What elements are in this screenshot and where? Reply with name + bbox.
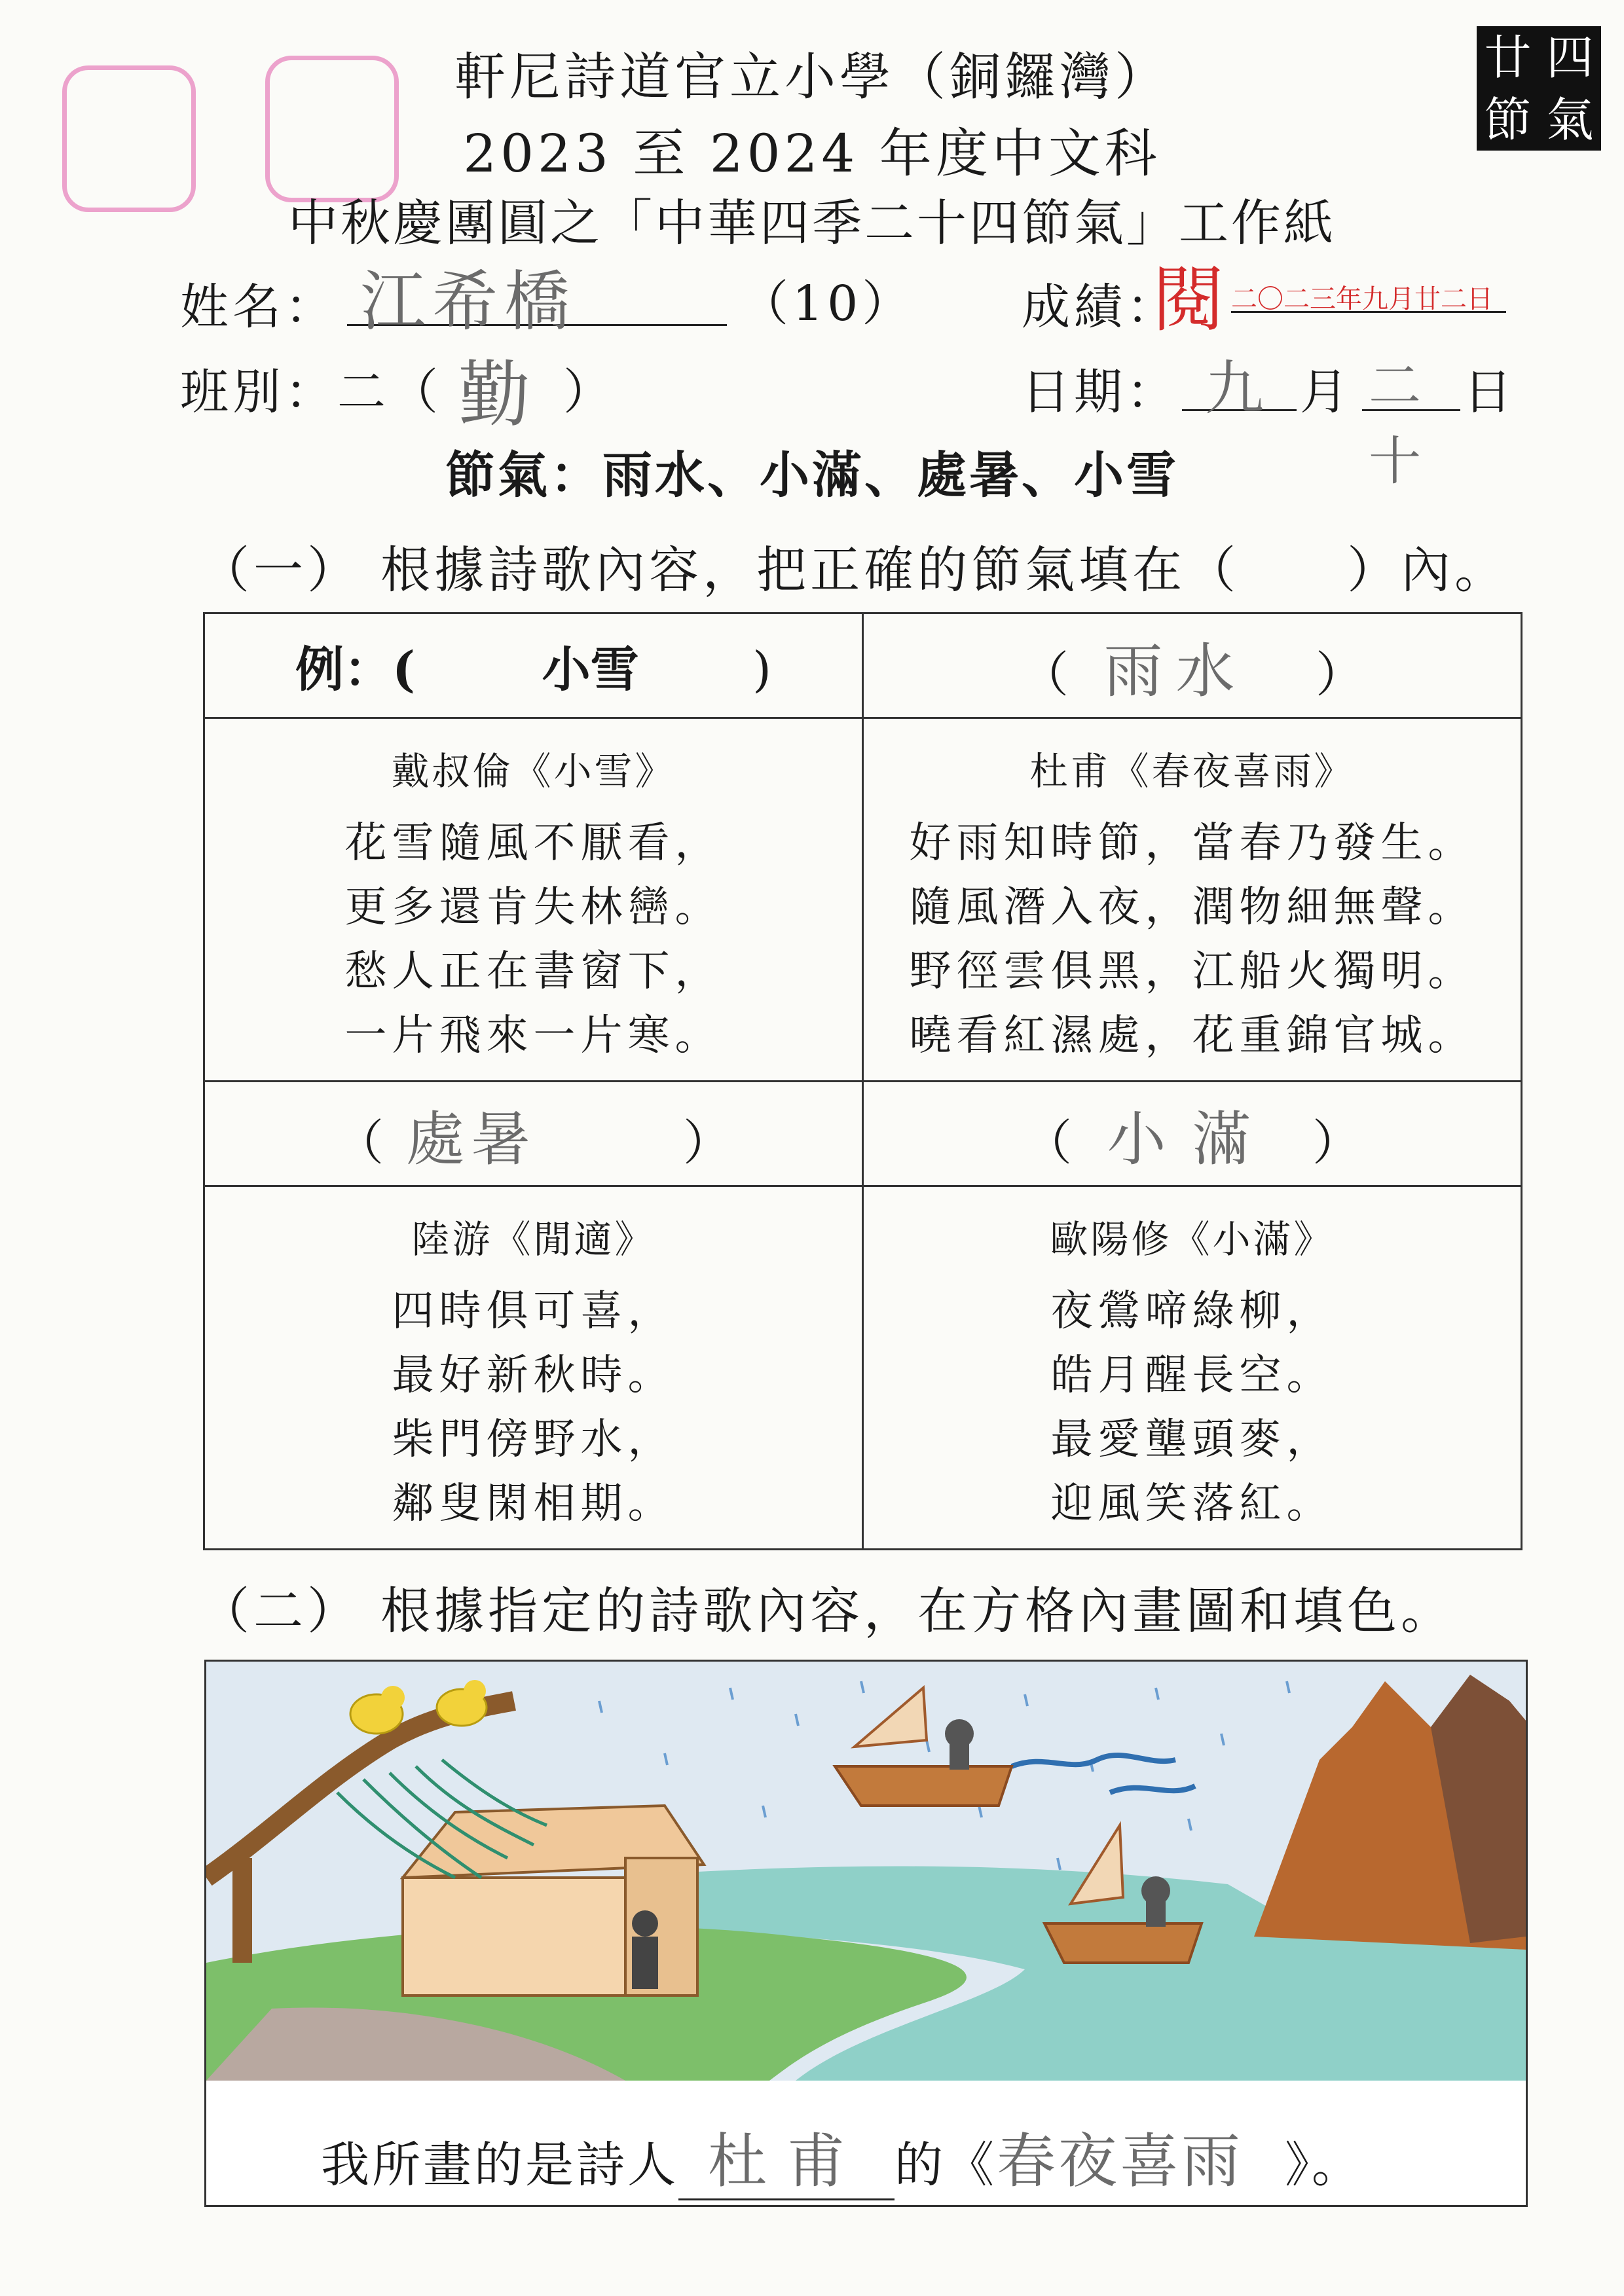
year-subject: 2023 至 2024 年度中文科 (463, 123, 1161, 184)
poem-line: 夜鶯啼綠柳， (1050, 1287, 1334, 1336)
focus-terms: 節氣：雨水、小滿、處暑、小雪 (445, 446, 1179, 504)
poems-table (203, 612, 1522, 1550)
grade-date: 二〇二三年九月廿二日 (1231, 284, 1493, 314)
student-drawing (206, 1662, 1526, 2081)
part2-instruction: （二） 根據指定的詩歌內容，在方格內畫圖和填色。 (200, 1582, 1455, 1640)
answer-1: 雨水 (1103, 636, 1248, 706)
student-number: （10） (740, 276, 915, 332)
poem-author-title: 歐陽修《小滿》 (1050, 1217, 1335, 1262)
drawing-box (204, 1660, 1528, 2207)
grade-mark: 閱 (1153, 258, 1225, 342)
date-day: 二十 (1369, 355, 1421, 492)
example-label: 例：( (295, 641, 416, 698)
poem-author-title: 陸游《閒適》 (411, 1217, 655, 1262)
part1-instruction: （一） 根據詩歌內容，把正確的節氣填在（ ）內。 (200, 541, 1509, 599)
date-month-field (1182, 347, 1297, 423)
paren-open: （ (1020, 646, 1069, 703)
grade-field (1231, 259, 1506, 313)
poem-line: 鄰叟閑相期。 (392, 1480, 675, 1528)
paren-close: ） (1316, 646, 1365, 703)
poem-line: 隨風潛入夜，潤物細無聲。 (909, 883, 1475, 932)
paren-close: ） (683, 1114, 732, 1171)
answer-3: 小滿 (1107, 1104, 1278, 1174)
poem-author-title: 戴叔倫《小雪》 (391, 749, 676, 793)
grade-label: 成績： (1022, 279, 1179, 335)
poem-line: 更多還肯失林巒。 (344, 883, 722, 932)
poem-line: 最好新秋時。 (392, 1351, 675, 1400)
caption-end: 》。 (1285, 2137, 1363, 2193)
table-row (204, 718, 1522, 1082)
class-value: 勤 (458, 353, 530, 437)
drawing-caption (321, 2113, 1363, 2200)
date-month-unit: 月 (1300, 364, 1352, 420)
name-field (347, 259, 727, 340)
school-name: 軒尼詩道官立小學（銅鑼灣） (454, 48, 1170, 107)
poem-line: 一片飛來一片寒。 (344, 1011, 722, 1060)
table-row (204, 613, 1522, 718)
answer-2: 處暑 (405, 1104, 537, 1174)
poem-line: 花雪隨風不厭看， (344, 819, 722, 867)
poem-line: 迎風笑落紅。 (1050, 1480, 1334, 1528)
answer-cell-2[interactable] (204, 1082, 863, 1186)
poem-line: 野徑雲俱黑，江船火獨明。 (909, 947, 1475, 996)
class-label: 班別：二（ (180, 364, 442, 420)
poem-line: 好雨知時節，當春乃發生。 (909, 819, 1475, 867)
poem-line: 最愛壟頭麥， (1050, 1415, 1334, 1464)
date-month: 九 (1205, 354, 1264, 423)
class-close: ） (563, 364, 616, 420)
paren-open: （ (335, 1114, 384, 1171)
poem-value: 春夜喜雨 (997, 2127, 1243, 2196)
table-row (204, 1082, 1522, 1186)
house-icon (403, 1806, 704, 1995)
poem-line: 曉看紅濕處，花重錦官城。 (909, 1011, 1475, 1060)
poem-cell-3 (204, 1186, 863, 1550)
solar-terms-stamp: 廿 四 節 氣 (1477, 26, 1601, 151)
poet-value: 杜甫 (708, 2127, 865, 2196)
poem-line: 四時俱可喜， (392, 1287, 675, 1336)
poem-cell-2 (863, 718, 1522, 1082)
worksheet-title: 中秋慶團圓之「中華四季二十四節氣」工作紙 (288, 194, 1336, 252)
name-value: 江希橋 (360, 263, 576, 340)
date-day-field (1362, 347, 1460, 492)
example-answer: 小雪 (542, 641, 639, 698)
answer-cell-1[interactable] (863, 613, 1522, 718)
example-answer-cell (204, 613, 863, 718)
poem-line: 柴門傍野水， (392, 1415, 675, 1464)
poem-line: 皓月醒長空。 (1050, 1351, 1334, 1400)
date-label: 日期： (1022, 364, 1179, 420)
poet-field (678, 2113, 895, 2200)
poem-cell-4 (863, 1186, 1522, 1550)
example-close: ) (752, 641, 771, 698)
caption-prefix: 我所畫的是詩人 (321, 2137, 678, 2193)
date-day-unit: 日 (1464, 364, 1516, 420)
caption-mid: 的《 (895, 2137, 997, 2193)
poem-line: 愁人正在書窗下， (344, 947, 722, 996)
paren-close: ） (1312, 1114, 1361, 1171)
poem-author-title: 杜甫《春夜喜雨》 (1029, 749, 1355, 793)
name-label: 姓名： (180, 279, 337, 335)
paren-open: （ (1023, 1114, 1072, 1171)
answer-cell-3[interactable] (863, 1082, 1522, 1186)
poem-cell-1 (204, 718, 863, 1082)
tree-trunk (232, 1858, 252, 1963)
table-row (204, 1186, 1522, 1550)
